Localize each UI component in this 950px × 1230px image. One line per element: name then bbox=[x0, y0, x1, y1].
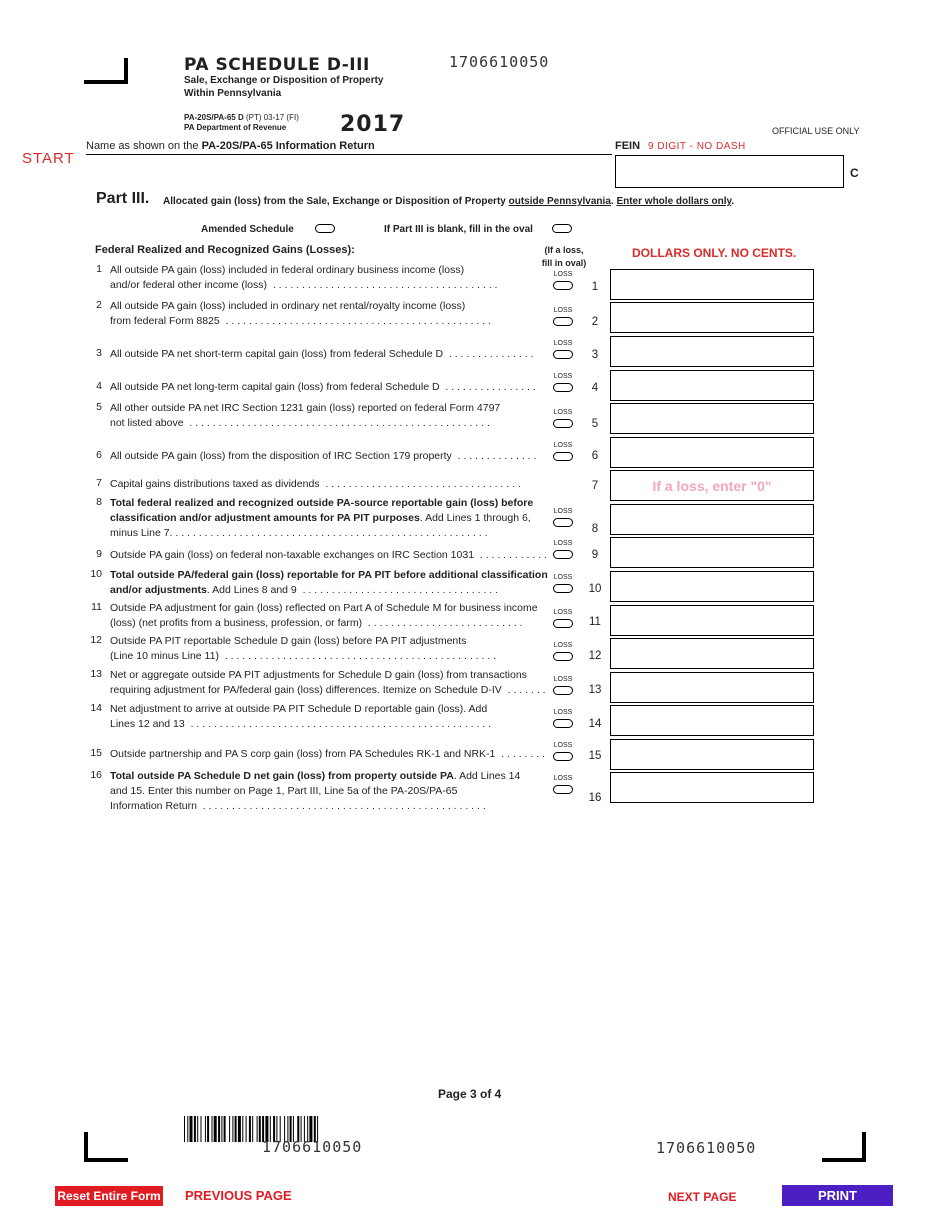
if-loss-line-2: fill in oval) bbox=[541, 258, 587, 268]
barcode-bar bbox=[238, 1116, 241, 1142]
loss-oval[interactable] bbox=[553, 752, 573, 761]
part-desc-1: Allocated gain (loss) from the Sale, Exchange or Disposition of Property bbox=[163, 196, 509, 207]
line-number-right: 6 bbox=[591, 450, 599, 462]
line-description bbox=[110, 263, 540, 293]
loss-label: LOSS bbox=[553, 742, 573, 749]
line-description-text: All outside PA net short-term capital gain (loss) from federal Schedule D . . . . . . . . . . . . . . . bbox=[110, 348, 534, 360]
line-description bbox=[110, 769, 540, 814]
if-loss-note bbox=[540, 244, 588, 270]
amount-input[interactable] bbox=[610, 638, 814, 669]
line-number-right: 10 bbox=[588, 583, 602, 595]
loss-oval[interactable] bbox=[553, 383, 573, 392]
subtitle-line-1: Sale, Exchange or Disposition of Property bbox=[184, 75, 384, 86]
part-heading: Part III. bbox=[96, 190, 150, 207]
line-description bbox=[110, 747, 545, 762]
barcode-bar bbox=[235, 1116, 237, 1142]
line-number: 14 bbox=[90, 702, 102, 714]
amended-oval[interactable] bbox=[315, 224, 335, 233]
line-description-text: All outside PA gain (loss) included in federal ordinary business income (loss) and/or federal other income (loss) . . . . . . . . . . . . . . . . . . . . . . . . . . . . . . . . . . . . . . . bbox=[110, 264, 498, 291]
loss-label: LOSS bbox=[553, 373, 573, 380]
loss-oval[interactable] bbox=[553, 719, 573, 728]
amount-input[interactable] bbox=[610, 772, 814, 803]
name-label-bold: PA-20S/PA-65 Information Return bbox=[201, 140, 375, 152]
previous-page-button[interactable]: PREVIOUS PAGE bbox=[185, 1188, 292, 1203]
line-number-right: 15 bbox=[588, 750, 602, 762]
amount-input[interactable] bbox=[610, 537, 814, 568]
loss-oval[interactable] bbox=[553, 785, 573, 794]
line-number-right: 14 bbox=[588, 718, 602, 730]
barcode-bar bbox=[229, 1116, 230, 1142]
amount-input[interactable] bbox=[610, 571, 814, 602]
loss-label: LOSS bbox=[553, 271, 573, 278]
if-loss-line-1: (If a loss, bbox=[544, 245, 584, 255]
schedule-subtitle bbox=[184, 74, 384, 100]
barcode-bar bbox=[259, 1116, 261, 1142]
blank-oval[interactable] bbox=[552, 224, 572, 233]
barcode-bar bbox=[197, 1116, 198, 1142]
line-number-right: 16 bbox=[588, 792, 602, 804]
form-code-rest: (PT) 03-17 (FI) bbox=[243, 113, 299, 122]
registration-mark-bottom-right bbox=[822, 1132, 866, 1162]
barcode-bar bbox=[194, 1116, 196, 1142]
scan-code-bottom: 1706610050 bbox=[656, 1139, 757, 1157]
start-link[interactable]: START bbox=[22, 150, 75, 167]
barcode-bar bbox=[187, 1116, 188, 1142]
line-description-text: Outside PA PIT reportable Schedule D gain (loss) before PA PIT adjustments (Line 10 minus Line 11) . . . . . . . . . . . . . . . . . . . . . . . . . . . . . . . . . . . . . . . . . . . . . . . bbox=[110, 635, 497, 662]
loss-oval[interactable] bbox=[553, 350, 573, 359]
line-number-right: 3 bbox=[591, 349, 599, 361]
loss-label: LOSS bbox=[553, 709, 573, 716]
line-number-right: 2 bbox=[591, 316, 599, 328]
barcode-bar bbox=[214, 1116, 217, 1142]
barcode-bar bbox=[212, 1116, 213, 1142]
name-label-prefix: Name as shown on the bbox=[86, 140, 202, 152]
official-use-label: OFFICIAL USE ONLY bbox=[772, 126, 860, 136]
loss-oval[interactable] bbox=[553, 584, 573, 593]
part-desc-whole: Enter whole dollars only bbox=[616, 196, 732, 207]
line-number-right: 7 bbox=[591, 480, 599, 492]
line-number-right: 1 bbox=[591, 281, 599, 293]
line-number: 4 bbox=[96, 380, 102, 392]
barcode-bar bbox=[232, 1116, 233, 1142]
loss-label: LOSS bbox=[553, 409, 573, 416]
form-code-bold: PA-20S/PA-65 D bbox=[184, 113, 244, 122]
barcode-bar bbox=[249, 1116, 251, 1142]
line-description bbox=[110, 568, 548, 598]
scan-code-top: 1706610050 bbox=[449, 53, 550, 71]
barcode-bar bbox=[246, 1116, 247, 1142]
loss-label: LOSS bbox=[553, 540, 573, 547]
barcode-bar bbox=[224, 1116, 226, 1142]
line-description bbox=[110, 401, 540, 431]
line-number: 12 bbox=[90, 634, 102, 646]
part-description bbox=[163, 196, 734, 207]
loss-oval[interactable] bbox=[553, 281, 573, 290]
line-number-right: 11 bbox=[589, 616, 601, 628]
line-description-bold: Total outside PA/federal gain (loss) reportable for PA PIT before additional classification and/or adjustments bbox=[110, 569, 548, 596]
loss-label: LOSS bbox=[553, 442, 573, 449]
tax-year: 2017 bbox=[340, 112, 406, 137]
line-description-text: All outside PA net long-term capital gain (loss) from federal Schedule D . . . . . . . . . . . . . . . . bbox=[110, 381, 536, 393]
department: PA Department of Revenue bbox=[184, 123, 287, 132]
line-number: 16 bbox=[90, 769, 102, 781]
amount-input[interactable] bbox=[610, 705, 814, 736]
line-description bbox=[110, 548, 547, 563]
page-number: Page 3 of 4 bbox=[438, 1087, 502, 1101]
amount-input[interactable] bbox=[610, 672, 814, 703]
part-desc-outside: outside Pennsylvania bbox=[508, 196, 611, 207]
blank-label: If Part III is blank, fill in the oval bbox=[384, 224, 533, 235]
line-number: 11 bbox=[91, 601, 102, 613]
loss-label: LOSS bbox=[553, 307, 573, 314]
amount-input[interactable] bbox=[610, 302, 814, 333]
barcode-bar bbox=[218, 1116, 220, 1142]
line-description bbox=[110, 449, 540, 464]
line-number-right: 4 bbox=[591, 382, 599, 394]
line-number: 7 bbox=[96, 477, 102, 489]
dollars-only-note: DOLLARS ONLY. NO CENTS. bbox=[632, 246, 797, 260]
loss-oval[interactable] bbox=[553, 317, 573, 326]
subtitle-line-2: Within Pennsylvania bbox=[184, 88, 282, 99]
line-number-right: 9 bbox=[591, 549, 599, 561]
line-number: 15 bbox=[90, 747, 102, 759]
line-description-text: Capital gains distributions taxed as dividends . . . . . . . . . . . . . . . . . . . . . . . . . . . . . . . . . . bbox=[110, 478, 521, 490]
line-number: 9 bbox=[96, 548, 102, 560]
line-number: 10 bbox=[90, 568, 102, 580]
barcode-bar bbox=[242, 1116, 243, 1142]
line-description-text: All other outside PA net IRC Section 1231 gain (loss) reported on federal Form 4797 not listed above . . . . . . . . . . . . . . . . . . . . . . . . . . . . . . . . . . . . . . . . . . . . . . . . . . . . bbox=[110, 402, 501, 429]
amount-input[interactable] bbox=[610, 336, 814, 367]
amount-input[interactable] bbox=[610, 437, 814, 468]
amount-input[interactable] bbox=[610, 605, 814, 636]
federal-gains-heading: Federal Realized and Recognized Gains (Losses): bbox=[95, 244, 355, 256]
barcode-bar bbox=[207, 1116, 209, 1142]
line-description bbox=[110, 702, 540, 732]
loss-oval[interactable] bbox=[553, 550, 573, 559]
loss-oval[interactable] bbox=[553, 686, 573, 695]
amount-input[interactable] bbox=[610, 739, 814, 770]
line-description-text: . Add Lines 14 and 15. Enter this number on Page 1, Part III, Line 5a of the PA-20S/PA-65 Information Return . . . . . . . . . . . . . . . . . . . . . . . . . . . . . . . . . . . . . . . . . . . . . . . . . bbox=[110, 770, 521, 812]
line-description bbox=[110, 601, 540, 631]
line-description bbox=[110, 668, 546, 698]
barcode-bar bbox=[257, 1116, 258, 1142]
loss-label: LOSS bbox=[553, 609, 573, 616]
line-description bbox=[110, 347, 540, 362]
amount-input[interactable] bbox=[610, 269, 814, 300]
line-description-bold: Total federal realized and recognized outside PA-source reportable gain (loss) before classification and/or adjustment amounts for PA PIT purposes bbox=[110, 497, 534, 524]
barcode-bar bbox=[190, 1116, 193, 1142]
loss-oval[interactable] bbox=[553, 419, 573, 428]
line-number: 2 bbox=[96, 299, 102, 311]
part-desc-3: . bbox=[731, 196, 735, 207]
barcode-bar bbox=[184, 1116, 185, 1142]
line-description-text: Outside PA gain (loss) on federal non-taxable exchanges on IRC Section 1031 . . . . . . . . . . . . bbox=[110, 549, 547, 561]
barcode-bar bbox=[221, 1116, 222, 1142]
barcode-bar bbox=[205, 1116, 206, 1142]
loss-oval[interactable] bbox=[553, 518, 573, 527]
line-description-text: Outside PA adjustment for gain (loss) reflected on Part A of Schedule M for business income (loss) (net profits from a business, profession, or farm) . . . . . . . . . . . . . . . . . . . . . . . . . . . bbox=[110, 602, 538, 629]
line-number-right: 12 bbox=[588, 650, 602, 662]
fein-code-c: C bbox=[850, 166, 859, 180]
line-description-text: . Add Lines 8 and 9 . . . . . . . . . . . . . . . . . . . . . . . . . . . . . . . . . . bbox=[206, 584, 499, 596]
line-description bbox=[110, 380, 540, 395]
line-description-text: Net adjustment to arrive at outside PA PIT Schedule D reportable gain (loss). Add Lines 12 and 13 . . . . . . . . . . . . . . . . . . . . . . . . . . . . . . . . . . . . . . . . . . . . . . . . . . . . bbox=[110, 703, 492, 730]
line-number: 5 bbox=[96, 401, 102, 413]
loss-label: LOSS bbox=[553, 775, 573, 782]
registration-mark-bottom-left bbox=[84, 1132, 128, 1162]
amount-input[interactable] bbox=[610, 504, 814, 535]
line-description-bold: Total outside PA Schedule D net gain (loss) from property outside PA bbox=[110, 770, 454, 782]
barcode-bar bbox=[252, 1116, 253, 1142]
line-description bbox=[110, 477, 540, 492]
name-input[interactable] bbox=[86, 154, 612, 185]
print-button[interactable]: PRINT bbox=[782, 1185, 893, 1206]
line-7-zero-hint: If a loss, enter "0" bbox=[652, 478, 772, 494]
fein-input[interactable] bbox=[615, 155, 844, 188]
loss-label: LOSS bbox=[553, 508, 573, 515]
line-number: 6 bbox=[96, 449, 102, 461]
fein-label: FEIN bbox=[615, 140, 641, 152]
reset-form-button[interactable]: Reset Entire Form bbox=[55, 1186, 163, 1206]
loss-label: LOSS bbox=[553, 574, 573, 581]
line-description bbox=[110, 299, 540, 329]
barcode-bar bbox=[201, 1116, 202, 1142]
form-code bbox=[184, 113, 299, 133]
loss-oval[interactable] bbox=[553, 619, 573, 628]
line-description-text: Outside partnership and PA S corp gain (loss) from PA Schedules RK-1 and NRK-1 . . . . . . . . bbox=[110, 748, 545, 760]
line-description-text: All outside PA gain (loss) from the disposition of IRC Section 179 property . . . . . . . . . . . . . . bbox=[110, 450, 537, 462]
amount-input[interactable] bbox=[610, 403, 814, 434]
loss-label: LOSS bbox=[553, 642, 573, 649]
line-description-text: All outside PA gain (loss) included in ordinary net rental/royalty income (loss) from federal Form 8825 . . . . . . . . . . . . . . . . . . . . . . . . . . . . . . . . . . . . . . . . . . . . . . bbox=[110, 300, 492, 327]
line-description-text: Net or aggregate outside PA PIT adjustments for Schedule D gain (loss) from transactions requiring adjustment for PA/federal gain (loss) differences. Itemize on Schedule D-IV . . . . . . . bbox=[110, 669, 546, 696]
amount-input[interactable] bbox=[610, 370, 814, 401]
line-number: 3 bbox=[96, 347, 102, 359]
line-number-right: 5 bbox=[591, 418, 599, 430]
next-page-button[interactable]: NEXT PAGE bbox=[668, 1190, 737, 1204]
loss-oval[interactable] bbox=[553, 452, 573, 461]
schedule-title: PA SCHEDULE D-III bbox=[184, 55, 370, 75]
loss-oval[interactable] bbox=[553, 652, 573, 661]
fein-hint: 9 DIGIT - NO DASH bbox=[648, 141, 746, 152]
line-number: 13 bbox=[90, 668, 102, 680]
loss-label: LOSS bbox=[553, 340, 573, 347]
line-number-right: 13 bbox=[588, 684, 602, 696]
part-desc-2: . bbox=[610, 196, 617, 207]
amended-label: Amended Schedule bbox=[201, 224, 294, 235]
registration-mark-top-left bbox=[84, 58, 128, 84]
line-description-text: . Add Lines 1 through 6, minus Line 7. . . . . . . . . . . . . . . . . . . . . . . . . . . . . . . . . . . . . . . . . . . . . . . . . . . . . . . bbox=[110, 512, 531, 539]
line-number: 1 bbox=[96, 263, 102, 275]
name-field-label bbox=[86, 140, 375, 152]
barcode-text: 1706610050 bbox=[262, 1138, 363, 1156]
line-number-right: 8 bbox=[591, 523, 599, 535]
line-description bbox=[110, 496, 540, 541]
line-number: 8 bbox=[96, 496, 102, 508]
line-description bbox=[110, 634, 540, 664]
loss-label: LOSS bbox=[553, 676, 573, 683]
